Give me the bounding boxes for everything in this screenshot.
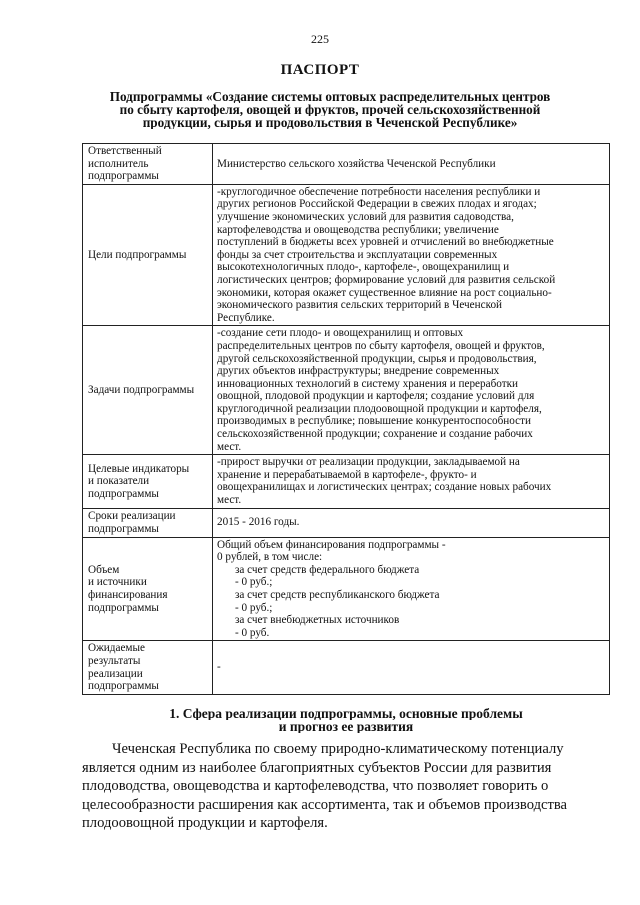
value-line: других регионов Российской Федерации в свежих плодах и ягодах; bbox=[217, 198, 537, 211]
label-line: финансирования bbox=[88, 589, 168, 601]
label-line: и источники bbox=[88, 576, 147, 589]
label-line: результаты bbox=[88, 654, 141, 667]
value-line: экономического развития сельских территорий в Чеченской bbox=[217, 299, 503, 312]
label-line: исполнитель bbox=[88, 157, 149, 170]
value-line: мест. bbox=[217, 494, 242, 507]
value-line: Министерство сельского хозяйства Чеченской Республики bbox=[217, 157, 496, 170]
label-line: подпрограммы bbox=[88, 680, 159, 693]
row-value-indicators bbox=[213, 455, 610, 508]
value-line: овощехранилищах и логистических центрах; создание новых рабочих bbox=[217, 481, 552, 494]
subtitle-line: по сбыту картофеля, овощей и фруктов, прочей сельскохозяйственной bbox=[119, 103, 541, 116]
body-paragraph bbox=[82, 740, 610, 833]
value-line: -прирост выручки от реализации продукции, закладываемой на bbox=[217, 456, 520, 469]
row-label-results bbox=[83, 641, 213, 694]
label-line: Целевые индикаторы bbox=[88, 462, 190, 475]
value-line: Республике. bbox=[217, 311, 275, 324]
section-heading-line: 1. Сфера реализации подпрограммы, основные проблемы bbox=[169, 707, 523, 720]
table-row-goals bbox=[83, 184, 610, 326]
subtitle-line: Подпрограммы «Создание системы оптовых распределительных центров bbox=[109, 90, 551, 103]
row-label-responsible bbox=[83, 144, 213, 185]
value-line: -создание сети плодо- и овощехранилищ и оптовых bbox=[217, 327, 464, 340]
label-line: и показатели bbox=[88, 475, 150, 488]
financing-amount-line: - 0 руб. bbox=[235, 626, 270, 639]
label-line: подпрограммы bbox=[88, 170, 159, 183]
value-line: -круглогодичное обеспечение потребности населения республики и bbox=[217, 185, 541, 198]
paragraph-line: плодоводства, овощеводства и картофелеводства, что позволяет говорить о bbox=[82, 778, 549, 794]
value-line: другой сельскохозяйственной продукции, сырья и продовольствия, bbox=[217, 352, 537, 365]
financing-source-line: за счет средств федерального бюджета bbox=[235, 563, 420, 576]
table-row-tasks bbox=[83, 326, 610, 455]
value-line: 2015 - 2016 годы. bbox=[217, 516, 300, 529]
financing-amount-line: - 0 руб.; bbox=[235, 576, 273, 589]
value-line: поступлений в бюджеты всех уровней и отчислений во внебюджетные bbox=[217, 236, 554, 249]
value-line: овощной, плодовой продукции и картофеля; создание условий для bbox=[217, 390, 535, 403]
table-row-results bbox=[83, 641, 610, 694]
row-value-tasks bbox=[213, 326, 610, 455]
financing-source-line: за счет средств республиканского бюджета bbox=[235, 589, 440, 601]
label-line: Сроки реализации bbox=[88, 510, 176, 523]
label-line: Ожидаемые bbox=[88, 642, 145, 655]
value-line: фонды за счет строительства и эксплуатации современных bbox=[217, 248, 498, 261]
row-value-financing bbox=[213, 537, 610, 641]
subprogram-title bbox=[80, 90, 580, 129]
row-value-results bbox=[213, 641, 610, 694]
row-value-timeline bbox=[213, 508, 610, 537]
value-line: сельскохозяйственной продукции; сохранение и создание рабочих bbox=[217, 428, 533, 441]
document-title: ПАСПОРТ bbox=[280, 62, 360, 78]
value-line: экономики, которая окажет существенное влияние на рост социально- bbox=[217, 286, 552, 299]
value-line: круглогодичной реализации плодоовощной продукции и картофеля, bbox=[217, 402, 542, 415]
value-line: инновационных технологий в систему хранения и переработки bbox=[217, 377, 519, 390]
label-line: Задачи подпрограммы bbox=[88, 383, 195, 396]
table-row-timeline bbox=[83, 508, 610, 537]
row-value-responsible bbox=[213, 144, 610, 185]
label-line: Объем bbox=[88, 563, 120, 576]
page-number: 225 bbox=[311, 32, 329, 46]
label-line: подпрограммы bbox=[88, 601, 159, 614]
financing-amount-line: - 0 руб.; bbox=[235, 601, 273, 614]
table-row-indicators bbox=[83, 455, 610, 508]
row-label-indicators bbox=[83, 455, 213, 508]
label-line: подпрограммы bbox=[88, 487, 159, 500]
paragraph-line: целесообразности расширения как ассортимента, так и объемов производства bbox=[82, 796, 568, 813]
value-line: производимых в республике; повышение конкурентоспособности bbox=[217, 415, 532, 428]
paragraph-line: плодоовощной продукции и картофеля. bbox=[82, 815, 328, 831]
financing-total-line: Общий объем финансирования подпрограммы - bbox=[217, 538, 446, 551]
label-line: Цели подпрограммы bbox=[88, 248, 187, 261]
row-value-goals bbox=[213, 184, 610, 326]
label-line: подпрограммы bbox=[88, 522, 159, 535]
value-line: логистических центров; формирование условий для развития сельской bbox=[217, 273, 556, 286]
value-line: других объектов инфраструктуры; внедрение современных bbox=[217, 365, 500, 378]
section-heading-line: и прогноз ее развития bbox=[278, 720, 414, 733]
row-label-goals bbox=[83, 184, 213, 326]
row-label-financing bbox=[83, 537, 213, 641]
row-label-timeline bbox=[83, 508, 213, 537]
label-line: Ответственный bbox=[88, 145, 162, 157]
value-line: распределительных центров по сбыту картофеля, овощей и фруктов, bbox=[217, 339, 545, 352]
value-line: картофелеводства и овощеводства республики; увеличение bbox=[217, 223, 499, 236]
table-row-financing bbox=[83, 537, 610, 641]
subtitle-line: продукции, сырья и продовольствия в Чеченской Республике» bbox=[142, 116, 518, 129]
value-line: высокотехнологичных плодо-, картофеле-, овощехранилищ и bbox=[217, 261, 510, 274]
label-line: реализации bbox=[88, 667, 143, 680]
row-label-tasks bbox=[83, 326, 213, 455]
passport-table bbox=[82, 143, 610, 695]
paragraph-line: Чеченская Республика по своему природно-климатическому потенциалу bbox=[112, 741, 564, 757]
financing-source-line: за счет внебюджетных источников bbox=[235, 614, 400, 627]
value-line: мест. bbox=[217, 440, 242, 453]
table-row-responsible bbox=[83, 144, 610, 185]
financing-total-line: 0 рублей, в том числе: bbox=[217, 551, 323, 564]
value-line: хранение и перерабатываемой в картофеле-, фрукто- и bbox=[217, 468, 477, 481]
value-line: - bbox=[217, 661, 221, 674]
value-line: улучшение экономических условий для развития садоводства, bbox=[217, 210, 514, 223]
paragraph-line: является одним из наиболее благоприятных субъектов России для развития bbox=[82, 759, 552, 776]
section-heading bbox=[82, 707, 610, 733]
